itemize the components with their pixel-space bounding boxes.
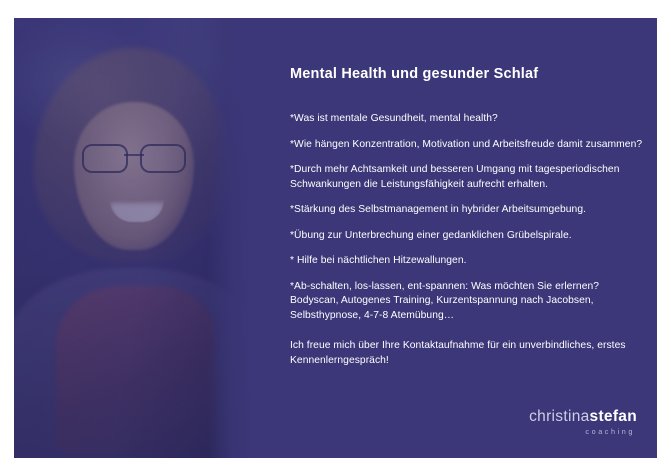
brand-logo — [529, 408, 637, 436]
logo-name — [529, 408, 637, 425]
logo-subtitle: coaching — [585, 427, 635, 436]
closing-paragraph: Ich freue mich über Ihre Kontaktaufnahme für ein unverbindliches, erstes Kennenlerngespräch! — [290, 340, 626, 366]
list-item: *Was ist mentale Gesundheit, mental health? — [290, 113, 498, 124]
page-title: Mental Health und gesunder Schlaf — [290, 66, 539, 82]
list-item: *Stärkung des Selbstmanagement in hybrider Arbeitsumgebung. — [290, 204, 587, 215]
logo-last-name: stefan — [589, 408, 637, 425]
bullet-list — [290, 112, 650, 368]
slide-content-area — [14, 18, 657, 458]
portrait-photo — [14, 18, 252, 458]
photo-fade-edge — [208, 18, 252, 458]
text-column — [276, 18, 657, 458]
list-item: * Hilfe bei nächtlichen Hitzewallungen. — [290, 255, 467, 266]
list-item: *Durch mehr Achtsamkeit und besseren Umgang mit tagesperiodischen Schwankungen die Leistungsfähigkeit aufrecht erhalten. — [290, 164, 620, 190]
list-item: *Ab-schalten, los-lassen, ent-spannen: Was möchten Sie erlernen? Bodyscan, Autogenes Training, Kurzentspannung nach Jacobsen, Selbsthypnose, 4-7-8 Atemübung… — [290, 280, 600, 321]
list-item: *Wie hängen Konzentration, Motivation und Arbeitsfreude damit zusammen? — [290, 138, 643, 150]
list-item: *Übung zur Unterbrechung einer gedanklichen Grübelspirale. — [290, 229, 572, 241]
logo-first-name: christina — [529, 408, 590, 425]
